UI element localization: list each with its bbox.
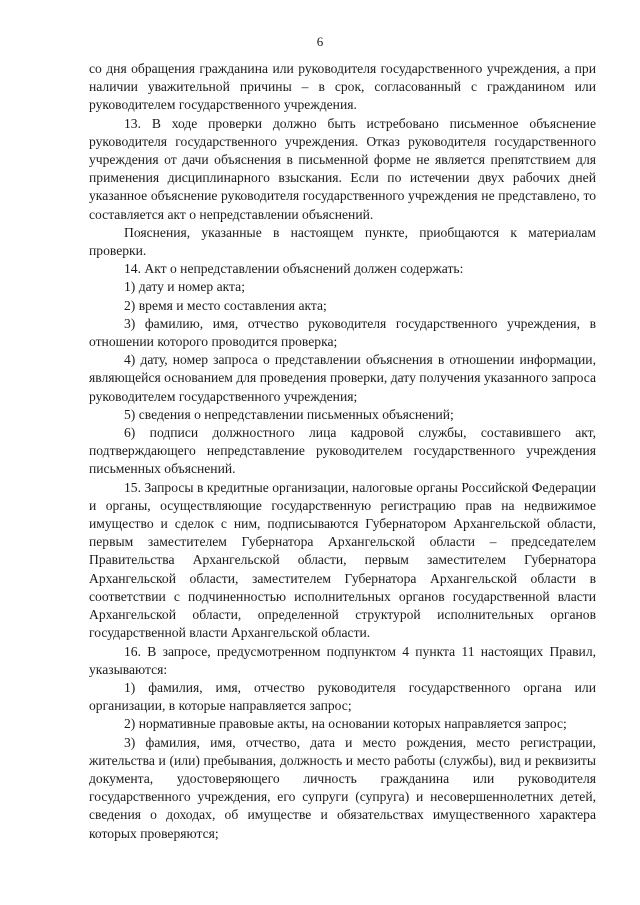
paragraph: 3) фамилию, имя, отчество руководителя государственного учреждения, в отношении которого проводится проверка; xyxy=(89,315,596,350)
paragraph: 14. Акт о непредставлении объяснений должен содержать: xyxy=(124,261,464,277)
document-body xyxy=(89,60,596,843)
paragraph: 1) фамилия, имя, отчество руководителя государственного органа или организации, в которые направляется запрос; xyxy=(89,679,596,714)
paragraph: 3) фамилия, имя, отчество, дата и место рождения, место регистрации, жительства и (или) пребывания, должность и место работы (службы), вид и реквизиты документа, удостоверяющего личность гражданина или руководителя государственного учреждения, его супруги (супруга) и несовершеннолетних детей, сведения о доходах, об имуществе и обязательствах имущественного характера которых проверяются; xyxy=(89,734,596,841)
paragraph: 13. В ходе проверки должно быть истребовано письменное объяснение руководителя государственного учреждения. Отказ руководителя государственного учреждения от дачи объяснения в письменной форме не является препятствием для применения дисциплинарного взыскания. Если по истечении двух рабочих дней указанное объяснение руководителя государственного учреждения не представлено, то составляется акт о непредставлении объяснений. xyxy=(89,115,596,222)
paragraph: 1) дату и номер акта; xyxy=(124,279,245,295)
paragraph: 16. В запросе, предусмотренном подпунктом 4 пункта 11 настоящих Правил, указываются: xyxy=(89,643,596,677)
paragraph: 4) дату, номер запроса о представлении объяснения в отношении информации, являющейся основанием для проведения проверки, дату получения указанного запроса руководителем государственного учреждения; xyxy=(89,352,596,404)
paragraph: Пояснения, указанные в настоящем пункте, приобщаются к материалам проверки. xyxy=(89,224,596,259)
paragraph: со дня обращения гражданина или руководителя государственного учреждения, а при наличии уважительной причины – в срок, согласованный с гражданином или руководителем государственного учреждения. xyxy=(89,61,596,113)
paragraph: 2) нормативные правовые акты, на основании которых направляется запрос; xyxy=(124,716,567,732)
page-number: 6 xyxy=(316,34,324,49)
paragraph: 2) время и место составления акта; xyxy=(124,297,327,313)
paragraph: 5) сведения о непредставлении письменных объяснений; xyxy=(124,406,454,422)
paragraph: 15. Запросы в кредитные организации, налоговые органы Российской Федерации и органы, осуществляющие государственную регистрацию прав на недвижимое имущество и сделок с ним, подписываются Губернатором Архангельской области, первым заместителем Губернатора Архангельской области – председателем Правительства Архангельской области, первым заместителем Губернатора Архангельской области, заместителем Губернатора Архангельской области в соответствии с подчиненностью исполнительных органов государственной власти Архангельской области, определенной структурой исполнительных органов государственной власти Архангельской области. xyxy=(89,479,596,641)
paragraph: 6) подписи должностного лица кадровой службы, составившего акт, подтверждающего непредставление руководителем государственного учреждения письменных объяснений. xyxy=(89,425,596,477)
